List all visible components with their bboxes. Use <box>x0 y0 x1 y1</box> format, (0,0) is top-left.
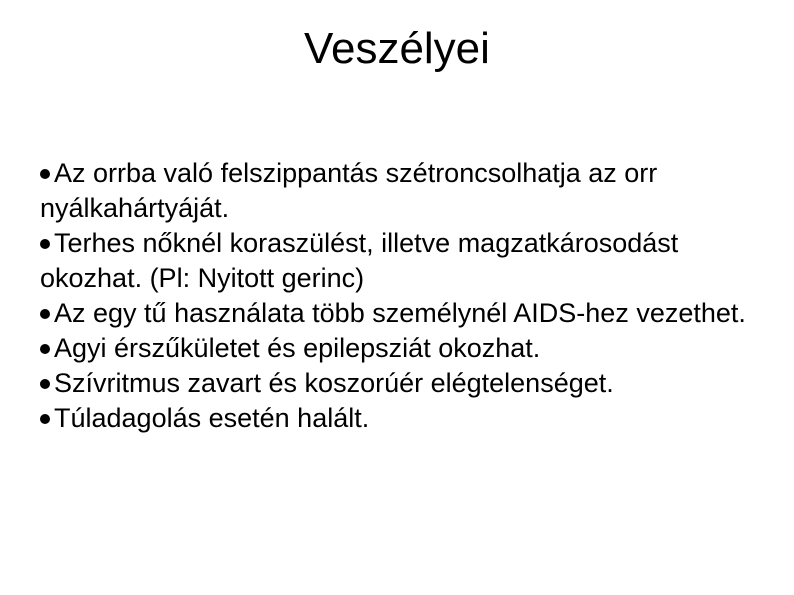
bullet-dot-icon <box>40 169 50 179</box>
bullet-item <box>40 366 760 401</box>
bullet-text: Az egy tű használata több személynél AIDS-hez vezethet. <box>54 298 746 328</box>
bullet-dot-icon <box>40 414 50 424</box>
slide-title: Veszélyei <box>304 24 490 73</box>
bullet-item <box>40 296 760 331</box>
bullet-dot-icon <box>40 344 50 354</box>
bullet-text: Terhes nőknél koraszülést, illetve magzatkárosodást okozhat. (Pl: Nyitott gerinc) <box>40 228 679 293</box>
bullet-list <box>40 156 760 436</box>
bullet-item <box>40 156 760 226</box>
bullet-text: Túladagolás esetén halált. <box>54 403 370 433</box>
bullet-dot-icon <box>40 309 50 319</box>
bullet-text: Szívritmus zavart és koszorúér elégtelenséget. <box>54 368 614 398</box>
bullet-item <box>40 226 760 296</box>
bullet-text: Az orrba való felszippantás szétroncsolhatja az orr nyálkahártyáját. <box>40 158 658 223</box>
bullet-item <box>40 331 760 366</box>
bullet-dot-icon <box>40 239 50 249</box>
bullet-text: Agyi érszűkületet és epilepsziát okozhat. <box>54 333 541 363</box>
bullet-item <box>40 401 760 436</box>
bullet-dot-icon <box>40 379 50 389</box>
